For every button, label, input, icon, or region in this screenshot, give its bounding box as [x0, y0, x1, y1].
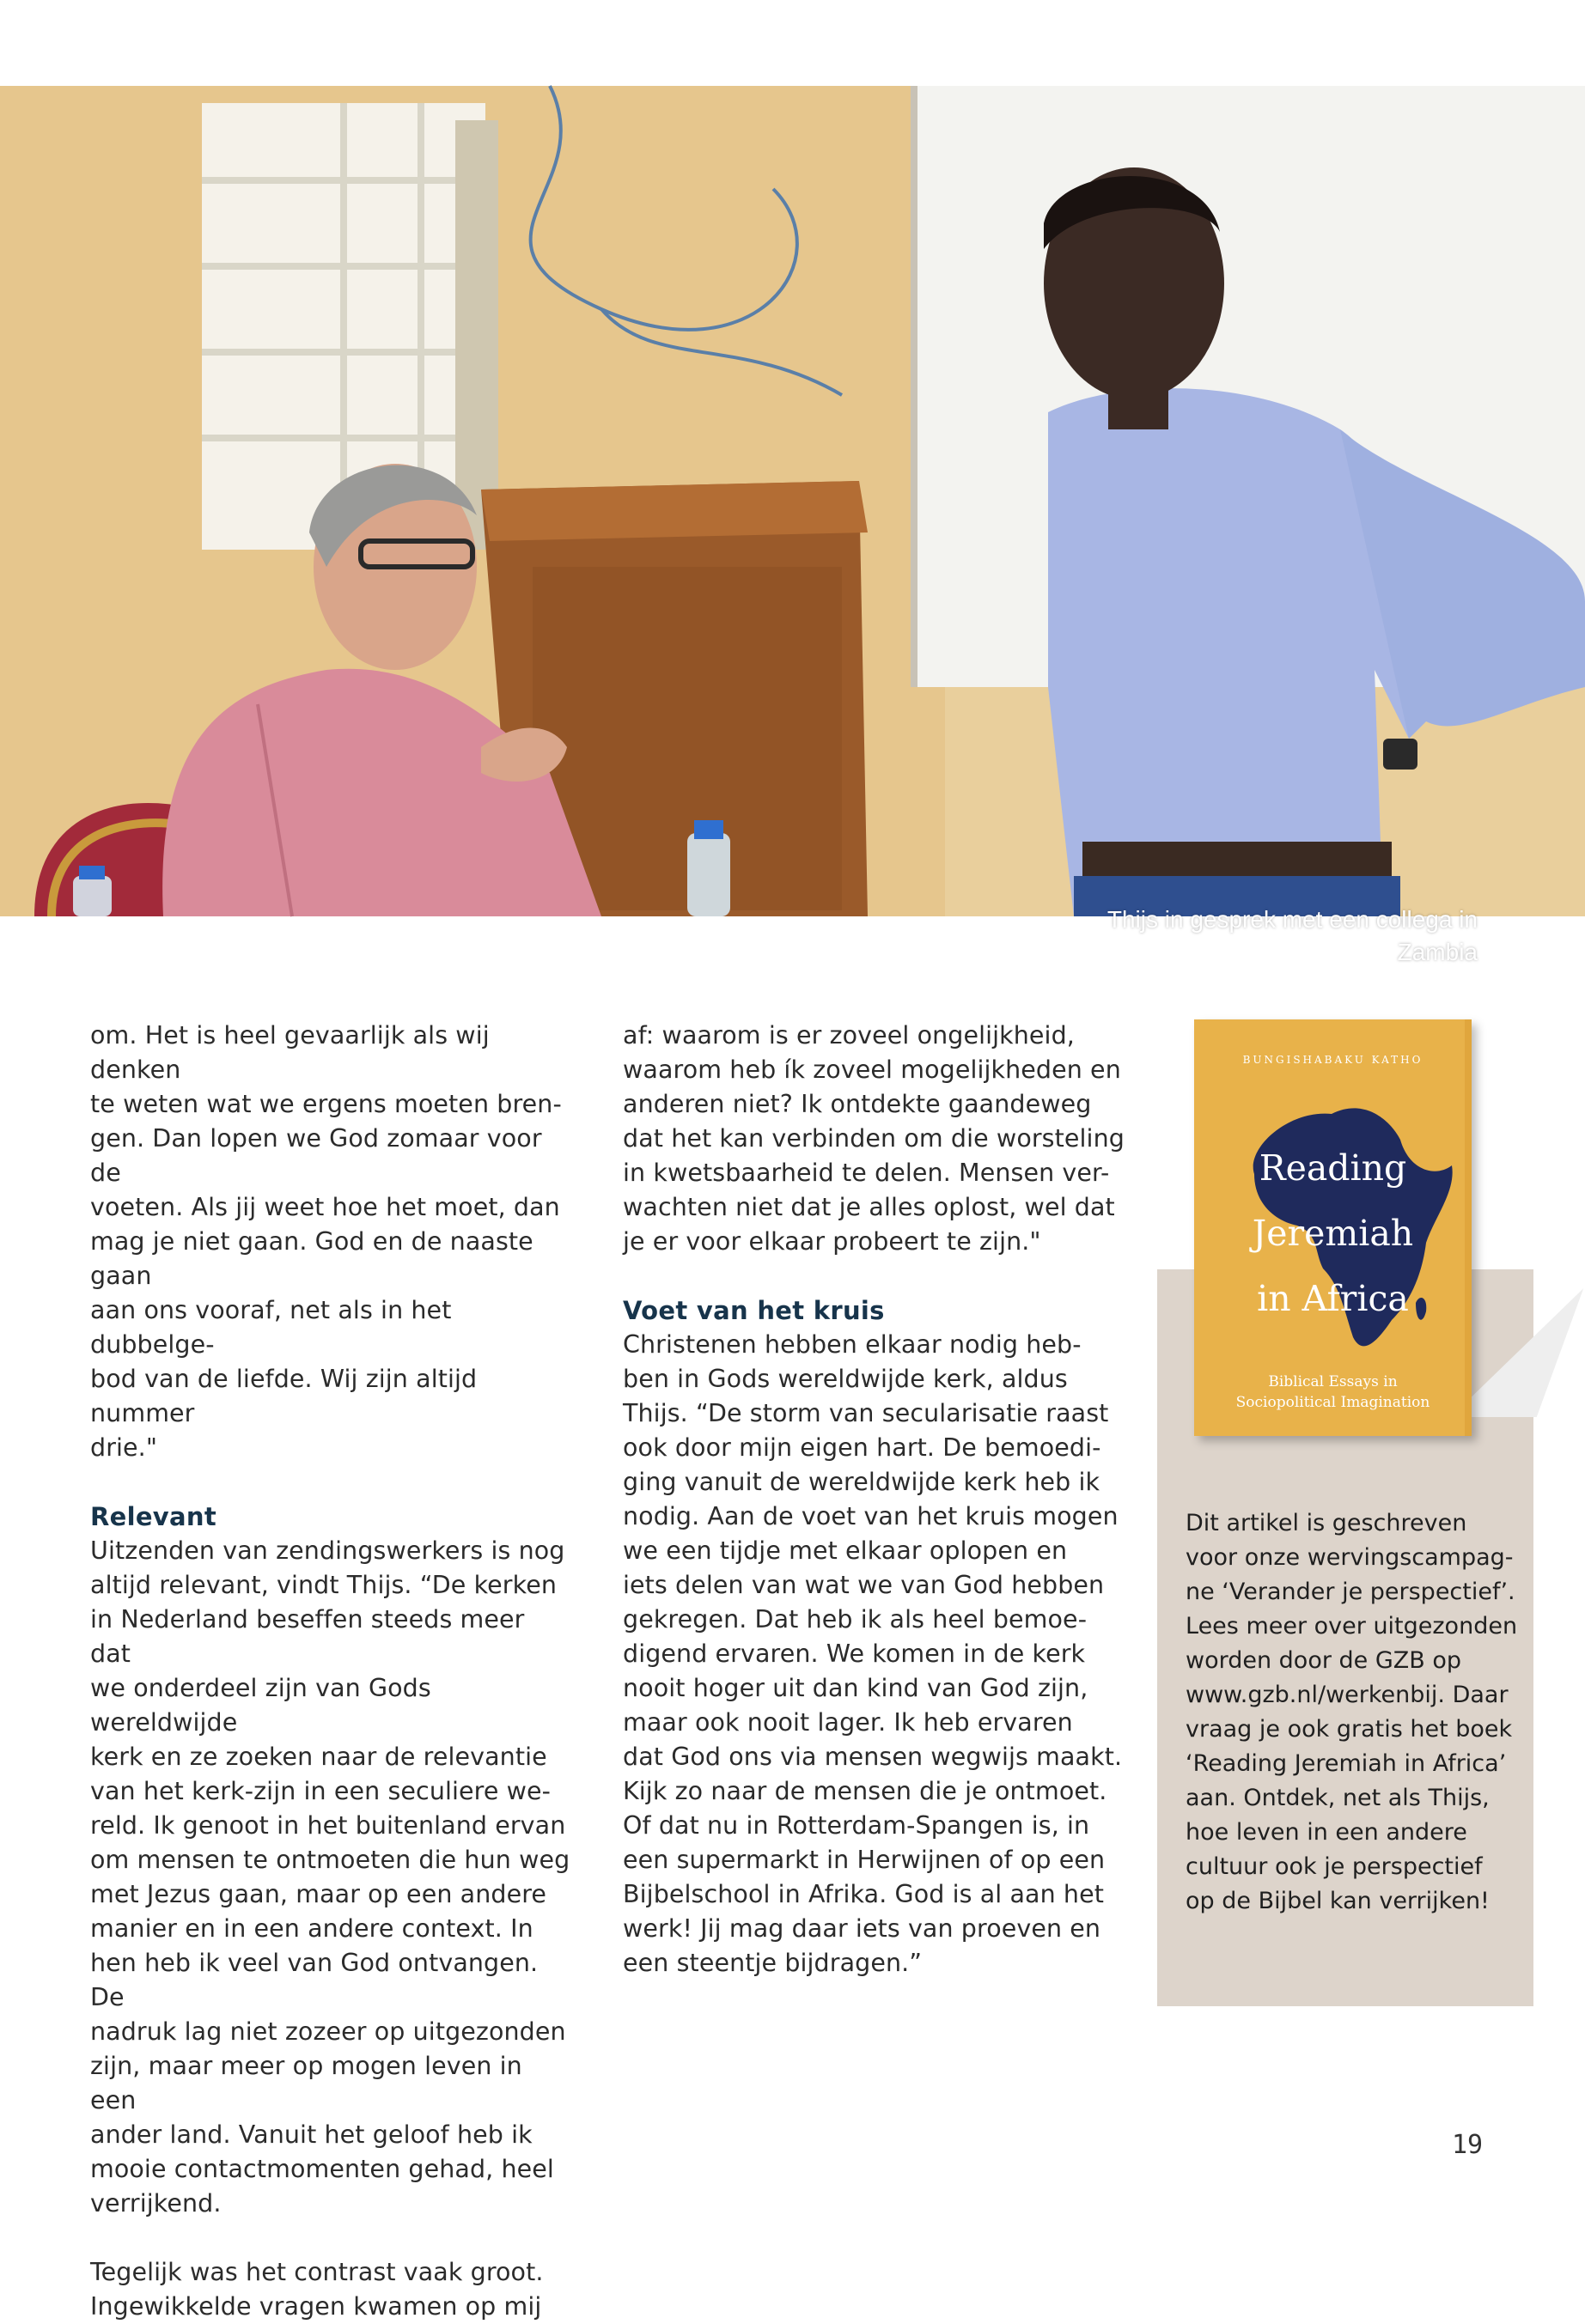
section-heading-relevant: Relevant	[90, 1502, 216, 1531]
section-heading-voet-van-het-kruis: Voet van het kruis	[623, 1296, 885, 1325]
article-column-2	[623, 1019, 1138, 1980]
paragraph: Christenen hebben elkaar nodig heb- ben in Gods wereldwijde kerk, aldus Thijs. “De storm van secularisatie raast ook door mijn eigen hart. De bemoedi- ging vanuit de wereldwijde kerk heb ik nodig. Aan de voet van het kruis mogen we een tijdje met elkaar oplopen en iets delen van wat we van God hebben gekregen. Dat heb ik als heel bemoe- digend ervaren. We komen in de kerk nooit hoger uit dan kind van God zijn, maar ook nooit lager. Ik heb ervaren dat God ons via mensen wegwijs maakt. Kijk zo naar de mensen die je ontmoet. Of dat nu in Rotterdam-Spangen is, in een supermarkt in Herwijnen of op een Bijbelschool in Afrika. God is al aan het werk! Jij mag daar iets van proeven en een steentje bijdragen.”	[623, 1330, 1123, 1977]
book-author: BUNGISHABAKU KATHO	[1242, 1054, 1423, 1066]
paragraph: Uitzenden van zendingswerkers is nog altijd relevant, vindt Thijs. “De kerken in Nederland beseffen steeds meer dat we onderdeel zijn van Gods wereldwijde kerk en ze zoeken naar de relevantie van het kerk-zijn in een seculiere we- reld. Ik genoot in het buitenland ervan om mensen te ontmoeten die hun weg met Jezus gaan, maar op een andere manier en in een andere context. In hen heb ik veel van God ontvangen. De nadruk lag niet zozeer op uitgezonden zijn, maar meer op mogen leven in een ander land. Vanuit het geloof heb ik mooie contactmomenten gehad, heel verrijkend.	[90, 1536, 570, 2218]
hero-photo	[0, 86, 1585, 965]
book-title: Reading Jeremiah in Africa	[1252, 1147, 1414, 1319]
photo-scene	[0, 86, 1585, 916]
paragraph: Tegelijk was het contrast vaak groot. Ingewikkelde vragen kwamen op mij	[90, 2258, 544, 2321]
sidebar-text: Dit artikel is geschreven voor onze wervingscampag- ne ‘Verander je perspectief’. Lees meer over uitgezonden worden door de GZB op www.gzb.nl/werkenbij. Daar vraag je ook gratis het boek ‘Reading Jeremiah in Africa’ aan. Ontdek, net als Thijs, hoe leven in een andere cultuur ook je perspectief op de Bijbel kan verrijken!	[1186, 1510, 1518, 1914]
article-column-1	[90, 1019, 571, 2324]
paragraph: om. Het is heel gevaarlijk als wij denken te weten wat we ergens moeten bren- gen. Dan lopen we God zomaar voor de voeten. Als jij weet hoe het moet, dan mag je niet gaan. God en de naaste gaan aan ons vooraf, net als in het dubbelge- bod van de liefde. Wij zijn altijd nummer drie."	[90, 1021, 562, 1462]
paragraph: af: waarom is er zoveel ongelijkheid, waarom heb ík zoveel mogelijkheden en anderen niet? Ik ontdekte gaandeweg dat het kan verbinden om die worsteling in kwetsbaarheid te delen. Mensen ver- wachten niet dat je alles oplost, wel dat je er voor elkaar probeert te zijn."	[623, 1021, 1125, 1256]
book-cover	[1194, 1019, 1472, 1436]
page-number: 19	[1452, 2130, 1484, 2160]
photo-caption: Thijs in gesprek met een collega in Zambia	[1106, 906, 1478, 965]
book-subtitle: Biblical Essays in Sociopolitical Imagination	[1235, 1373, 1430, 1411]
